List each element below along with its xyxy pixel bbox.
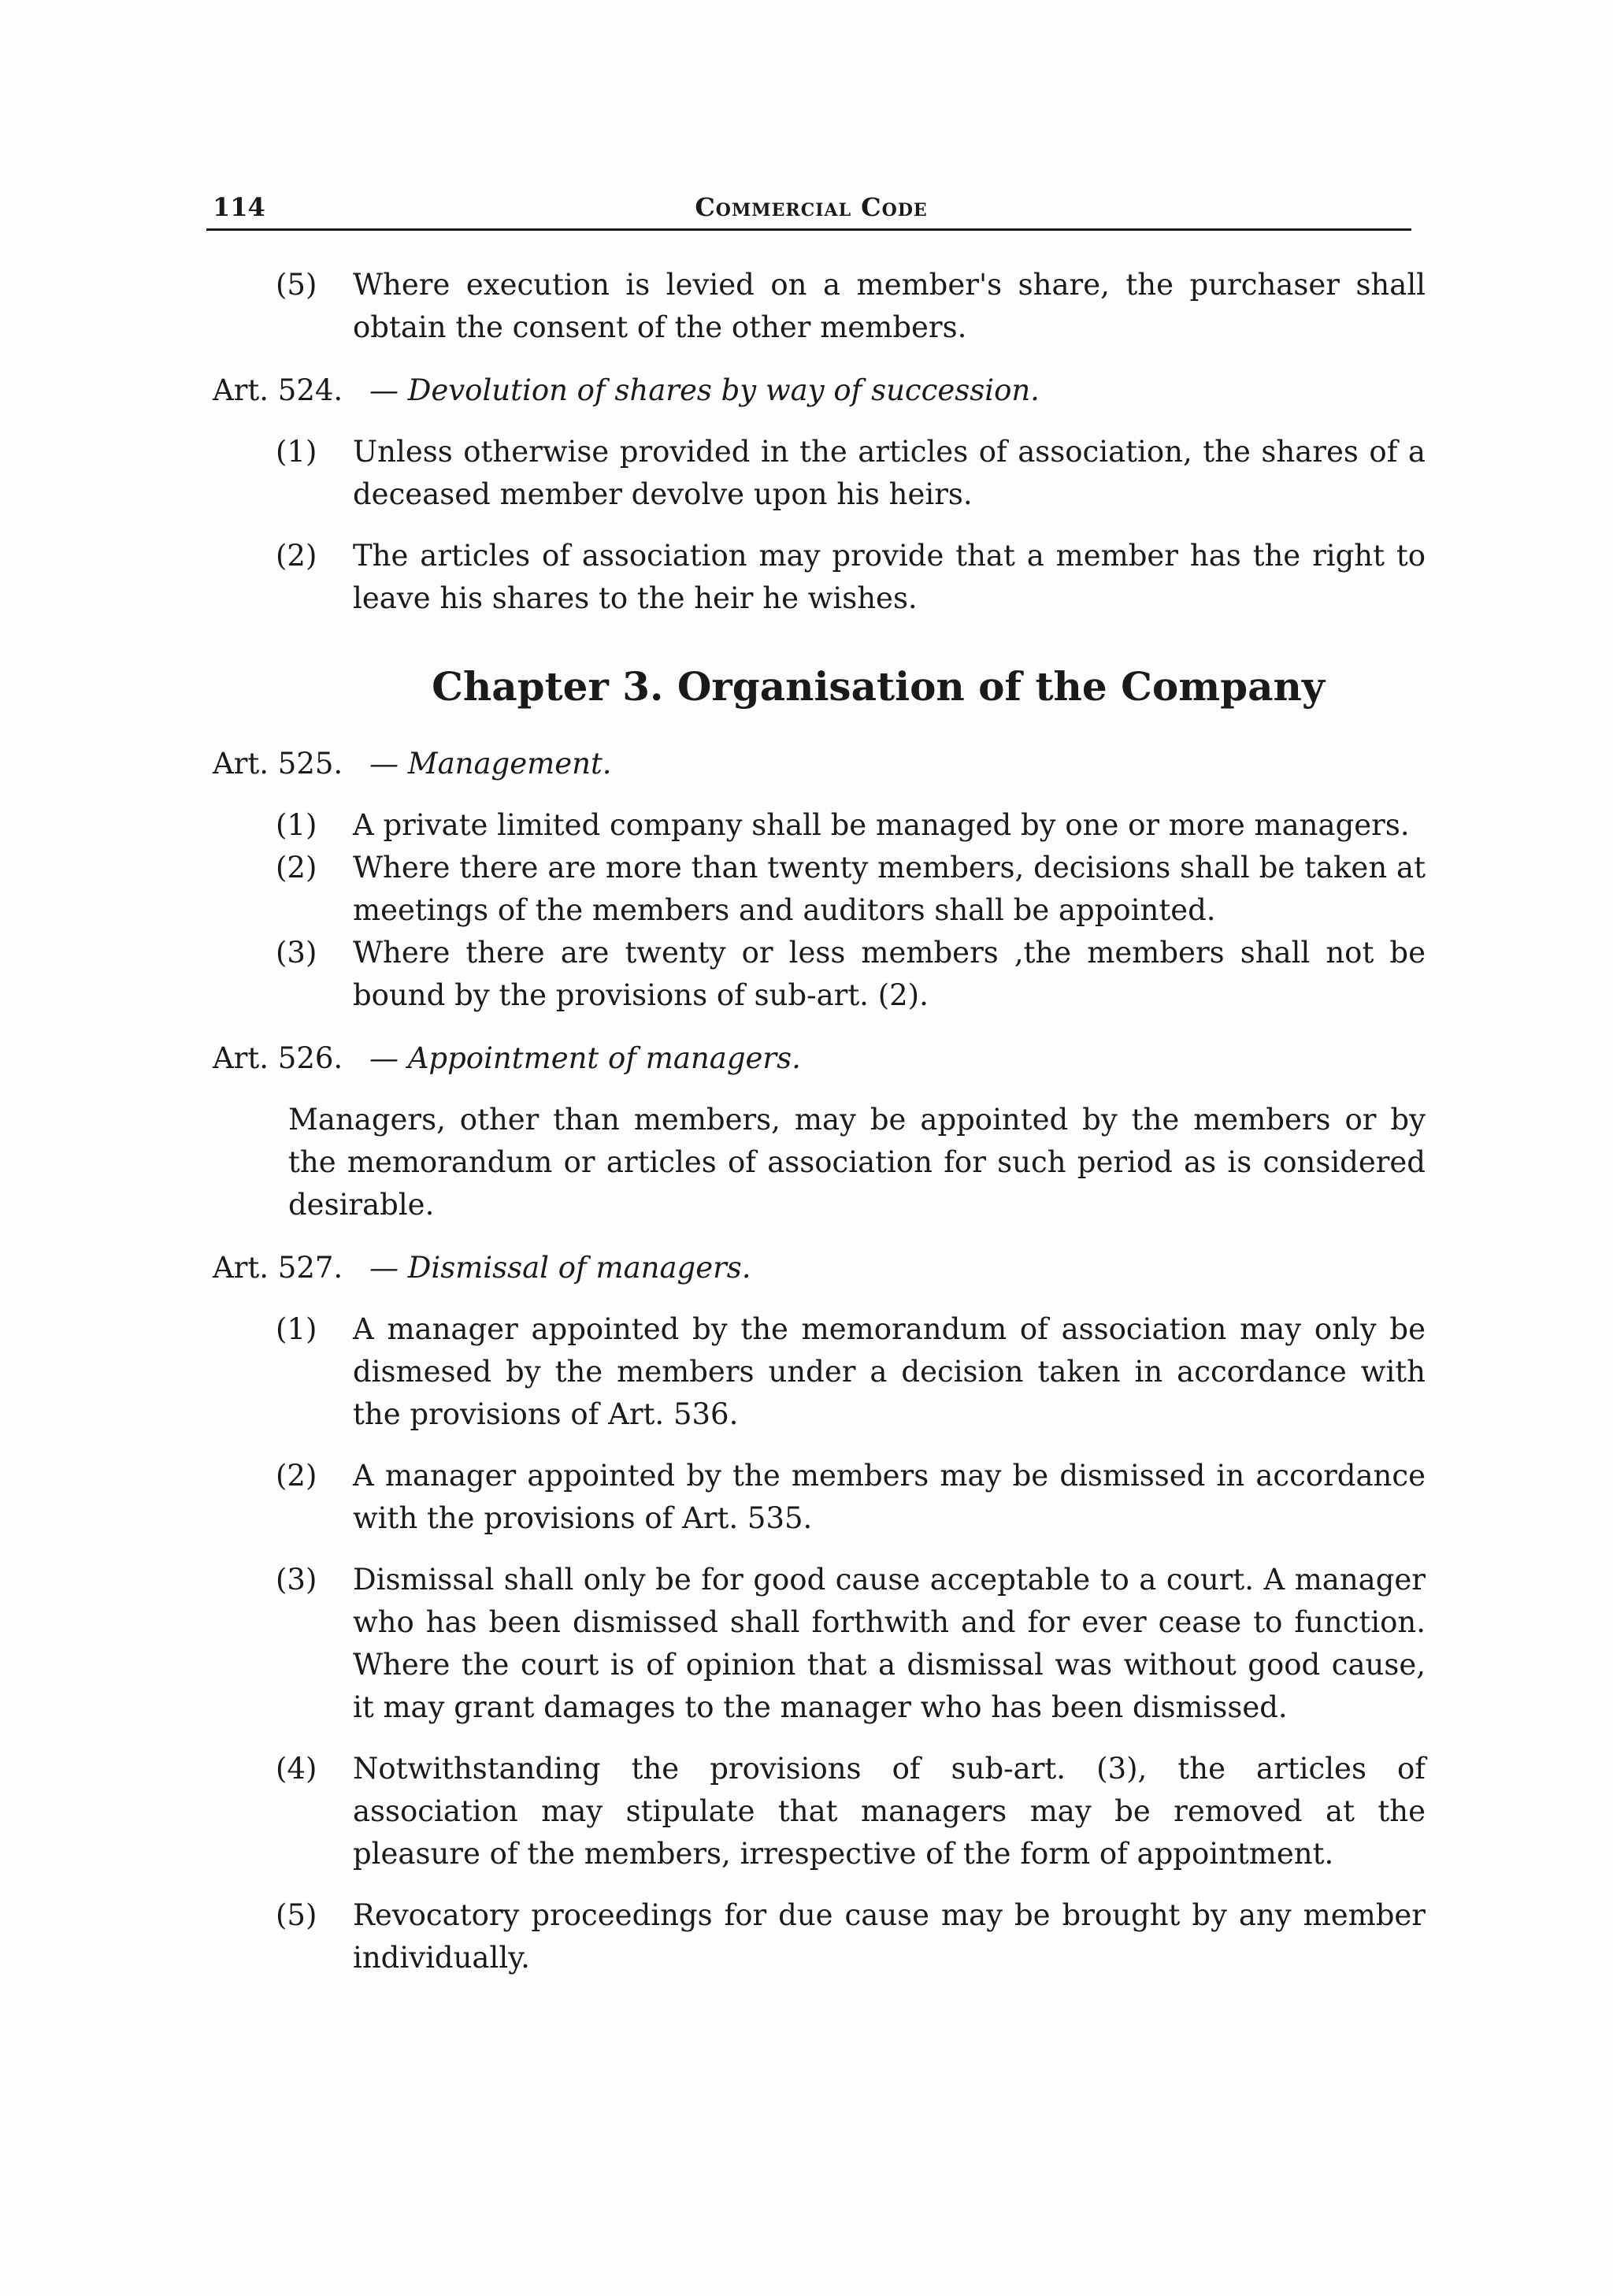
subsection-number: (5)	[276, 1898, 317, 1932]
article-heading	[213, 1247, 1426, 1289]
subsection	[213, 535, 1426, 620]
subsection	[213, 1748, 1426, 1875]
article-label: Art. 524.	[213, 373, 343, 407]
subsection-text: A private limited company shall be managed by one or more managers.	[353, 808, 1410, 842]
article-title: — Appointment of managers.	[369, 1041, 801, 1075]
article-label: Art. 525.	[213, 747, 343, 781]
subsection	[213, 1559, 1426, 1729]
chapter-heading: Chapter 3. Organisation of the Company	[432, 663, 1325, 710]
subsection-number: (2)	[276, 1459, 317, 1493]
article-title: — Dismissal of managers.	[369, 1251, 751, 1285]
page-body	[213, 264, 1426, 1998]
subsection-text: A manager appointed by the memorandum of association may only be dismesed by the members under a decision taken in accordance with the provisions of Art. 536.	[353, 1312, 1426, 1431]
article-heading	[213, 743, 1426, 785]
subsection-text: Dismissal shall only be for good cause acceptable to a court. A manager who has been dismissed shall forthwith and for ever cease to function. Where the court is of opinion that a dismissal was without good cause, it may grant damages to the manager who has been dismissed.	[353, 1563, 1426, 1724]
subsection-number: (2)	[276, 851, 317, 885]
subsection-text: Where there are more than twenty members, decisions shall be taken at meetings of the members and auditors shall be appointed.	[353, 851, 1426, 927]
header-rule	[206, 228, 1411, 231]
subsection-text: The articles of association may provide that a member has the right to leave his shares to the heir he wishes.	[353, 539, 1426, 615]
subsection-text: Notwithstanding the provisions of sub-art. (3), the articles of association may stipulate that managers may be removed at the pleasure of the members, irrespective of the form of appointment.	[353, 1752, 1426, 1871]
page-header	[213, 183, 1410, 230]
subsection	[213, 1455, 1426, 1540]
subsection-number: (1)	[276, 435, 317, 469]
subsection	[213, 804, 1426, 847]
subsection-text: Where execution is levied on a member's share, the purchaser shall obtain the consent of the other members.	[353, 268, 1426, 344]
subsection-number: (1)	[276, 808, 317, 842]
article-title: — Management.	[369, 747, 612, 781]
subsection	[213, 431, 1426, 516]
subsection-number: (2)	[276, 539, 317, 573]
running-title: Commercial Code	[695, 192, 928, 222]
article-heading	[213, 1037, 1426, 1080]
subsection-text: Unless otherwise provided in the articles of association, the shares of a deceased member devolve upon his heirs.	[353, 435, 1426, 511]
subsection-number: (1)	[276, 1312, 317, 1346]
subsection	[213, 1308, 1426, 1436]
subsection	[213, 1894, 1426, 1979]
article-label: Art. 527.	[213, 1251, 343, 1285]
subsection-number: (5)	[276, 268, 317, 302]
subsection-text: Revocatory proceedings for due cause may be brought by any member individually.	[353, 1898, 1426, 1975]
article-heading	[213, 369, 1426, 412]
page-number: 114	[213, 192, 265, 222]
subsection-text: A manager appointed by the members may be dismissed in accordance with the provisions of Art. 535.	[353, 1459, 1426, 1535]
subsection-text: Where there are twenty or less members ,the members shall not be bound by the provisions of sub-art. (2).	[353, 936, 1426, 1012]
subsection	[213, 264, 1426, 349]
subsection-number: (4)	[276, 1752, 317, 1786]
subsection-number: (3)	[276, 1563, 317, 1597]
subsection	[213, 932, 1426, 1017]
subsection-number: (3)	[276, 936, 317, 970]
article-title: — Devolution of shares by way of succession.	[369, 373, 1040, 407]
article-paragraph: Managers, other than members, may be appointed by the members or by the memorandum or articles of association for such period as is considered desirable.	[288, 1103, 1426, 1222]
subsection	[213, 847, 1426, 932]
article-label: Art. 526.	[213, 1041, 343, 1075]
